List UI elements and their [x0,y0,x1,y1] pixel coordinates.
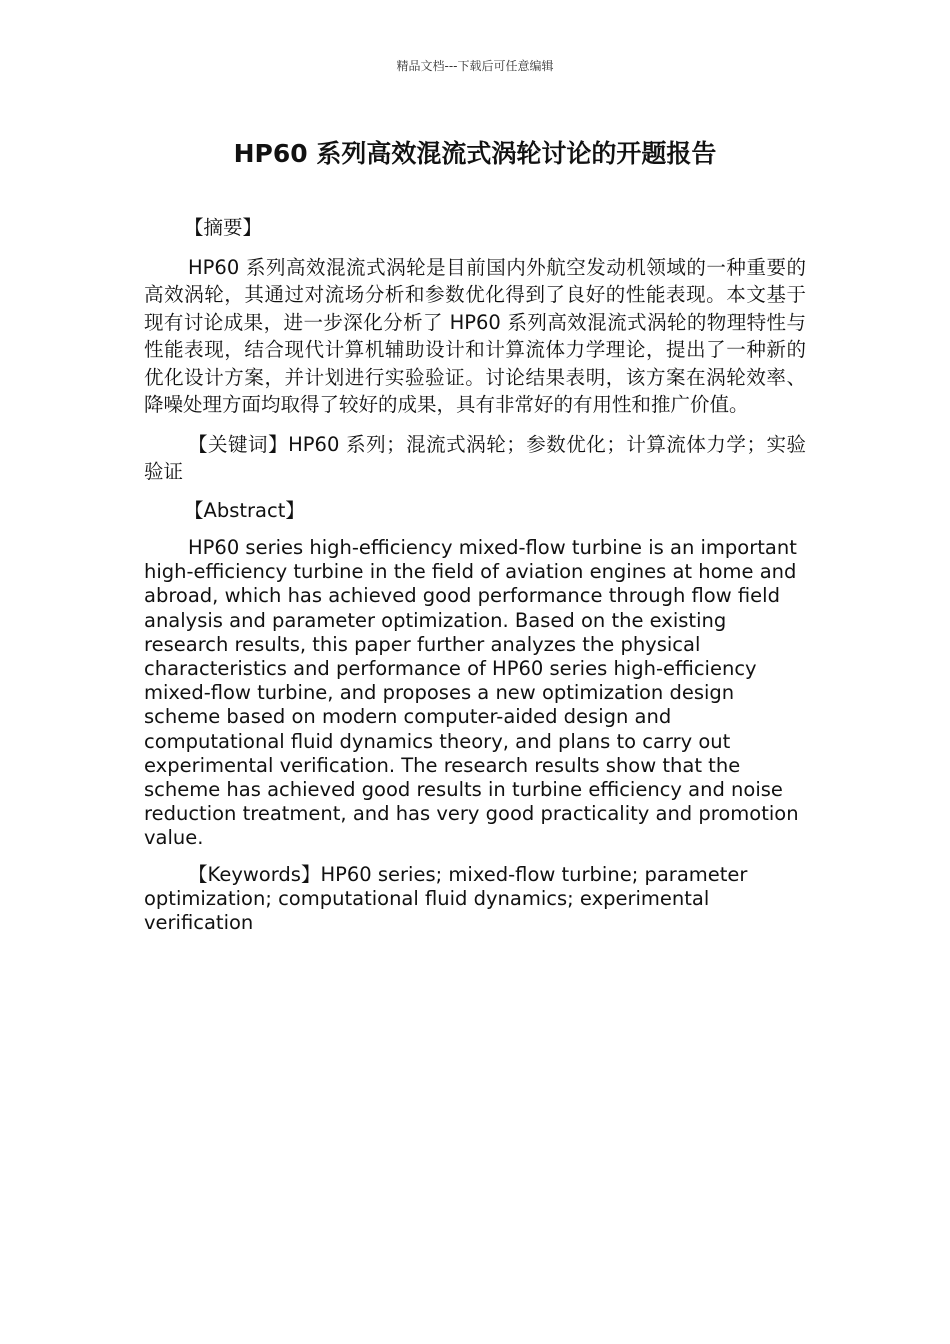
keywords-cn-label: 【关键词】 [188,432,289,456]
keywords-en-label: 【Keywords】 [188,862,321,886]
document-body [144,214,806,935]
keywords-en [144,863,806,936]
abstract-en-text: HP60 series high-efficiency mixed-flow turbine is an important high-efficiency turbine in the field of aviation engines at home and abroad, which has achieved good performance through flow field analysis and parameter optimization. Based on the existing research results, this paper further analyzes the physical characteristics and performance of HP60 series high-efficiency mixed-flow turbine, and proposes a new optimization design scheme based on modern computer-aided design and computational fluid dynamics theory, and plans to carry out experimental verification. The research results show that the scheme has achieved good results in turbine efficiency and noise reduction treatment, and has very good practicality and promotion value. [144,536,799,850]
keywords-en-text: HP60 series; mixed-flow turbine; parameter optimization; computational fluid dynamics; experimental verification [144,862,748,935]
header-note: 精品文档---下载后可任意编辑 [396,59,554,73]
document-title: HP60 系列高效混流式涡轮讨论的开题报告 [233,139,717,168]
abstract-cn-heading: 【摘要】 [184,216,263,239]
abstract-cn-text: HP60 系列高效混流式涡轮是目前国内外航空发动机领域的一种重要的高效涡轮，其通过对流场分析和参数优化得到了良好的性能表现。本文基于现有讨论成果，进一步深化分析了 HP60 系列高效混流式涡轮的物理特性与性能表现，结合现代计算机辅助设计和计算流体力学理论，提出了一种新的优化设计方案，并计划进行实验验证。讨论结果表明，该方案在涡轮效率、降噪处理方面均取得了较好的成果，具有非常好的有用性和推广价值。 [144,255,806,416]
abstract-en-heading: 【Abstract】 [184,498,305,522]
keywords-cn [144,431,806,486]
keywords-cn-text: HP60 系列；混流式涡轮；参数优化；计算流体力学；实验验证 [144,432,806,483]
